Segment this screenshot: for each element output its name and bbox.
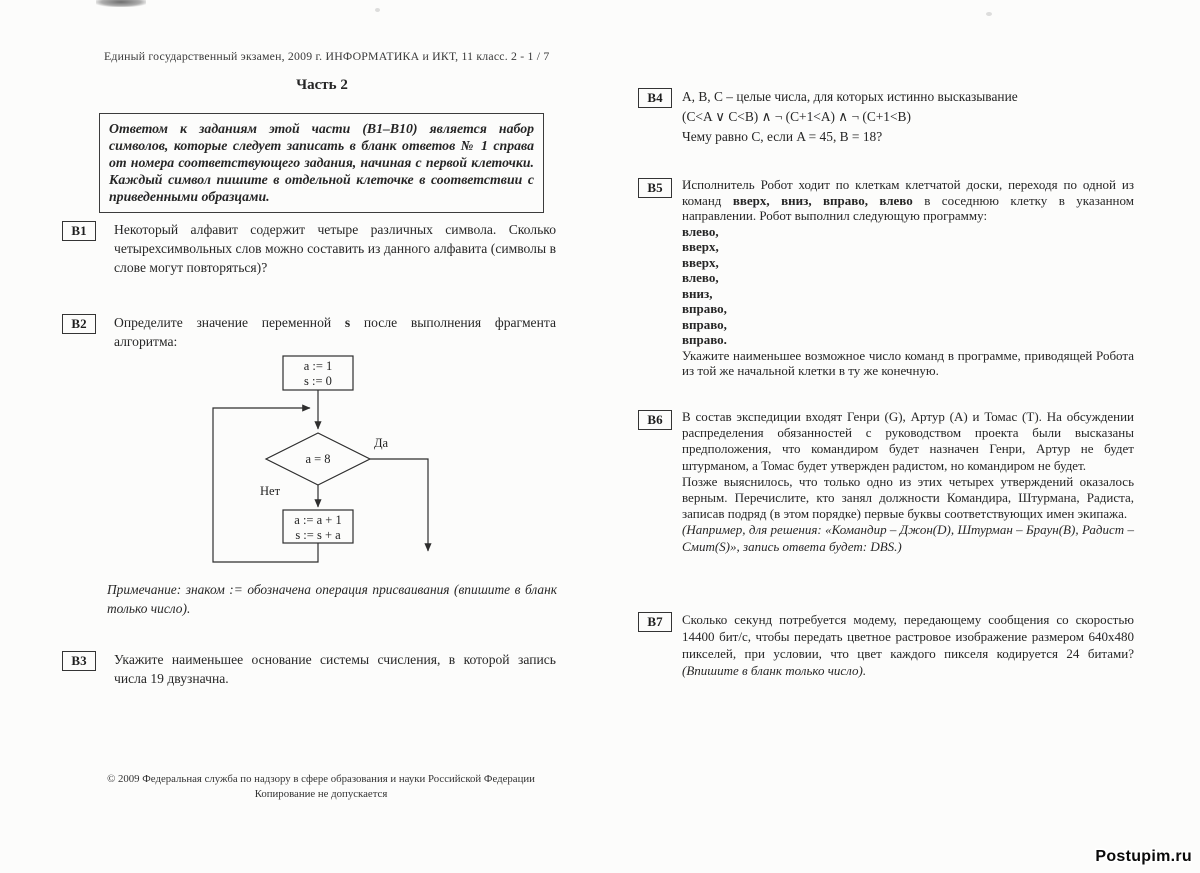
flowchart-b2	[180, 352, 510, 578]
instruction-text: Ответом к заданиям этой части (В1–В10) является набор символов, которые следует записать в бланк ответов № 1 справа от номера соответствующего задания, начиная с первой клеточки. Каждый символ пишите в отдельной клеточке в соответствии с приведенными образцами.	[109, 121, 534, 204]
watermark-postupim: Postupim.ru	[1095, 848, 1192, 865]
b3-paragraph: Укажите наименьшее основание системы счисления, в которой запись числа 19 двузначна.	[114, 652, 556, 686]
b2-note	[107, 580, 557, 618]
flow-yes-branch	[370, 459, 428, 551]
b5-program-line: влево,	[682, 270, 719, 285]
question-b4-label: В4	[638, 88, 672, 108]
b2-intro-2: после выполнения фрагмента алгоритма:	[114, 315, 556, 349]
footer-copyright: © 2009 Федеральная служба по надзору в сфере образования и науки Российской Федерации	[107, 773, 535, 785]
question-b6-label: В6	[638, 410, 672, 430]
b5-program-line: вверх,	[682, 254, 719, 270]
b7-paragraph	[682, 611, 1134, 679]
flow-body-line2: s := s + a	[295, 528, 341, 542]
b5-program-line: вниз,	[682, 285, 713, 301]
part-title: Часть 2	[296, 77, 348, 93]
question-b5-label: В5	[638, 178, 672, 198]
question-b2-label: В2	[62, 314, 96, 334]
b2-paragraph	[114, 313, 556, 351]
question-b5-text	[682, 177, 1134, 379]
b2-note-text: Примечание: знаком := обозначена операция присваивания (впишите в бланк только число).	[107, 582, 557, 616]
b5-intro-1: Исполнитель Робот ходит по клеткам клетчатой доски, переходя по одной из команд	[682, 177, 1134, 208]
b4-line3: Чему равно C, если A = 45, B = 18?	[682, 129, 883, 144]
question-b7-text	[682, 611, 1134, 679]
b5-program-line: вправо,	[682, 301, 727, 316]
b5-intro-2: в соседнюю клетку в указанном направлении. Робот выполнил следующую программу:	[682, 192, 1134, 223]
page-footer	[60, 772, 582, 802]
flow-init-line2: s := 0	[304, 374, 332, 388]
b5-intro	[682, 177, 1134, 224]
b6-paragraph-1: В состав экспедиции входят Генри (G), Артур (А) и Томас (Т). На обсуждении распределения обязанностей с руководством проекта были высказаны предположения, что командиром будет назначен Генри, Артур не будет штурманом, а Томас будет утвержден радистом, но командиром не будет.	[682, 409, 1134, 473]
question-b3-text	[114, 650, 556, 688]
question-b3-label: В3	[62, 651, 96, 671]
b6-example-italic: (Например, для решения: «Командир – Джон(D), Штурман – Браун(B), Радист – Смит(S)», запись ответа будет: DBS.)	[682, 522, 1134, 554]
b7-note-italic: (Впишите в бланк только число).	[682, 663, 867, 678]
scan-speck	[986, 12, 992, 16]
scan-speck	[375, 8, 380, 12]
flow-yes-label: Да	[374, 436, 389, 450]
b2-intro-bold: s	[344, 315, 351, 330]
question-b1-label: В1	[62, 221, 96, 241]
b4-line2-formula: (C<A ∨ C<B) ∧ ¬ (C+1<A) ∧ ¬ (C+1<B)	[682, 109, 911, 124]
b5-program-list	[682, 224, 1134, 348]
instruction-box	[99, 113, 544, 213]
b5-program-line: вправо,	[682, 316, 727, 332]
question-b1-text	[114, 220, 556, 277]
flow-init-line1: a := 1	[303, 359, 333, 373]
b2-intro-1: Определите значение переменной	[114, 315, 345, 330]
question-b6-text	[682, 409, 1134, 555]
flow-no-label: Нет	[260, 484, 281, 498]
b5-program-line: влево,	[682, 223, 719, 239]
page-header: Единый государственный экзамен, 2009 г. ИНФОРМАТИКА и ИКТ, 11 класс. 2 - 1 / 7	[104, 49, 550, 63]
b5-program-line: вверх,	[682, 239, 719, 254]
flow-condition-text: a = 8	[305, 452, 331, 466]
b4-line1: А, В, С – целые числа, для которых истинно высказывание	[682, 89, 1018, 104]
flow-body-line1: a := a + 1	[294, 513, 342, 527]
question-b7-label: В7	[638, 612, 672, 632]
b5-intro-bold: вверх, вниз, вправо, влево	[732, 192, 913, 208]
flowchart-svg	[180, 352, 510, 578]
question-b4-text	[682, 87, 1134, 147]
b5-outro: Укажите наименьшее возможное число команд в программе, приводящей Робота из той же начальной клетки в ту же конечную.	[682, 347, 1134, 378]
b7-text: Сколько секунд потребуется модему, передающему сообщения со скоростью 14400 бит/с, чтобы передать цветное растровое изображение размером 640х480 пикселей, при условии, что цвет каждого пикселя кодируется 24 битами?	[682, 612, 1134, 661]
scan-smudge	[96, 0, 146, 7]
footer-no-copy: Копирование не допускается	[254, 788, 388, 800]
b1-paragraph: Некоторый алфавит содержит четыре различных символа. Сколько четырехсимвольных слов можно составить из данного алфавита (символы в слове могут повторяться)?	[114, 222, 556, 275]
b6-paragraph-2: Позже выяснилось, что только одно из этих четырех утверждений оказалось верным. Перечислите, кто занял должности Командира, Штурмана, Радиста, записав подряд (в этом порядке) первые буквы соответствующих имен экипажа.	[682, 473, 1134, 522]
b5-program-line: вправо.	[682, 332, 727, 347]
question-b2-text	[114, 313, 556, 351]
